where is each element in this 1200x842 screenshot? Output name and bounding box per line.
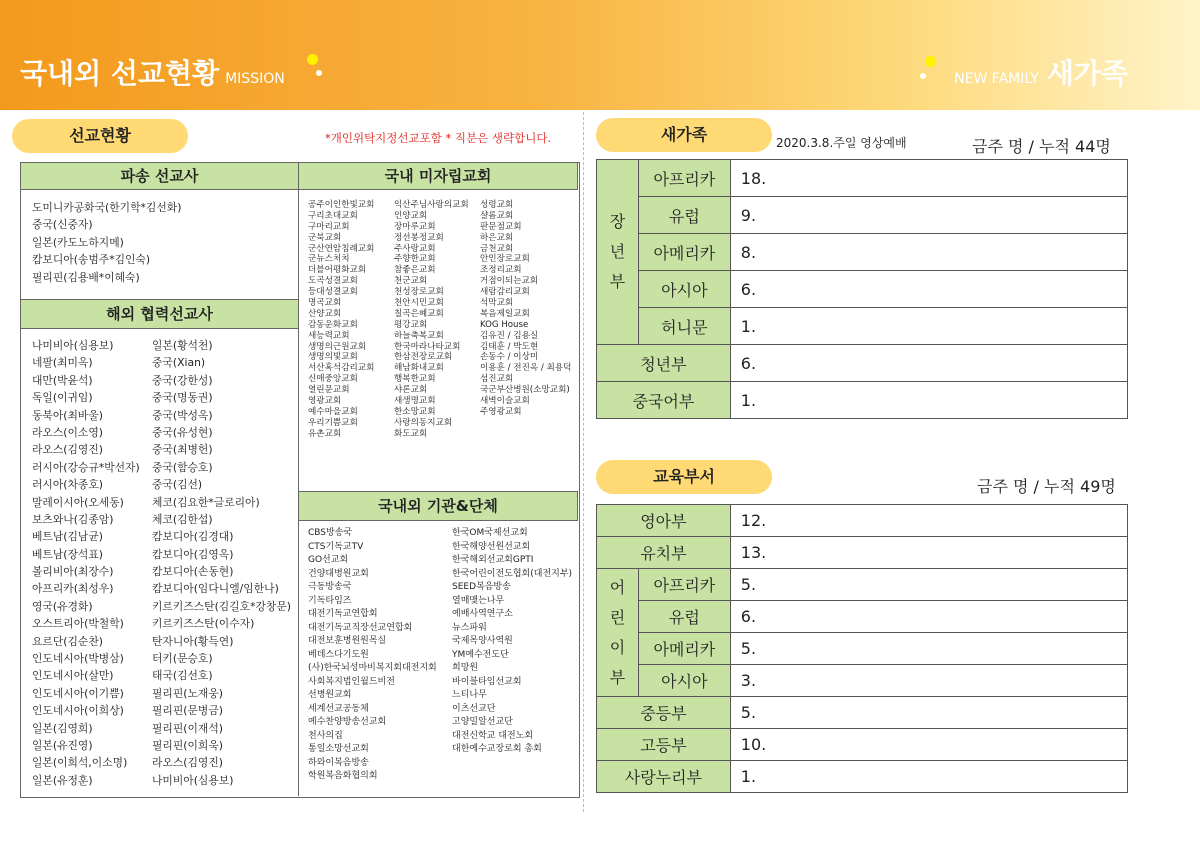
count-value: 1. — [730, 308, 1127, 345]
domestic-church-item: 생명의빛교회 — [308, 352, 358, 363]
overseas-item: 대만(박윤석) — [32, 373, 93, 387]
overseas-item: 오스트리아(박철학) — [32, 617, 124, 631]
family-subtitle: NEW FAMILY — [954, 71, 1039, 87]
domestic-church-item: 명곡교회 — [308, 298, 342, 309]
domestic-church-item: 생명의근원교회 — [308, 341, 367, 352]
overseas-item: 캄보디아(김영옥) — [152, 547, 234, 561]
org-item: 사회복지법인월드비전 — [308, 676, 395, 687]
count-value: 13. — [730, 537, 1127, 569]
domestic-church-item: 거점이되는교회 — [480, 276, 539, 287]
domestic-church-item: 우리기쁨교회 — [308, 417, 358, 428]
family-row — [597, 308, 1128, 345]
domestic-church-item: 성령교회 — [480, 200, 514, 210]
mission-banner-title — [20, 52, 285, 92]
domestic-church-item: 서산혹석감리교회 — [308, 363, 375, 374]
overseas-item: 중국(명동권) — [152, 391, 213, 405]
overseas-item: 나미비아(심용보) — [32, 339, 114, 352]
edu-row — [597, 601, 1128, 633]
count-value: 6. — [730, 271, 1127, 308]
region-label: 아프리카 — [638, 569, 730, 601]
orgs-list-col1 — [308, 527, 437, 784]
count-value: 3. — [730, 665, 1127, 697]
org-item: 한국해외선교회GPTI — [452, 555, 534, 565]
org-item: 국제목양사역원 — [452, 636, 513, 646]
overseas-item: 인도네시아(이기쁨) — [32, 686, 124, 700]
count-value: 12. — [730, 505, 1127, 537]
group-label-char: 장 — [609, 212, 626, 231]
family-summary: 금주 명 / 누적 44명 — [972, 137, 1111, 156]
overseas-item: 태국(김선호) — [152, 669, 213, 683]
overseas-item: 인도네시아(살만) — [32, 669, 114, 683]
org-item: 기독타임즈 — [308, 595, 352, 606]
domestic-church-item: 군산연암침례교회 — [308, 243, 375, 254]
edu-row — [597, 665, 1128, 697]
domestic-header: 국내 미자립교회 — [298, 162, 578, 190]
group-label — [597, 160, 639, 345]
domestic-church-item: 복음제일교회 — [480, 308, 530, 319]
domestic-church-item: 새벽이슬교회 — [480, 396, 530, 407]
org-item: CBS방송국 — [308, 528, 353, 538]
region-label: 아시아 — [638, 665, 730, 697]
domestic-church-item: 군뉴스처치 — [308, 254, 350, 265]
overseas-item: 일본(이희석,이소명) — [32, 756, 128, 770]
overseas-item: 베트남(장석표) — [32, 547, 104, 561]
overseas-item: 중국(유성현) — [152, 425, 213, 439]
overseas-item: 필리핀(노재웅) — [152, 686, 224, 700]
overseas-item: 동북아(최바울) — [32, 408, 104, 422]
overseas-item: 일본(김영희) — [32, 721, 93, 735]
region-label: 아시아 — [638, 271, 730, 308]
overseas-item: 탄자니아(황득연) — [152, 634, 234, 648]
overseas-item: 중국(박성옥) — [152, 408, 213, 422]
count-value: 8. — [730, 234, 1127, 271]
domestic-church-item: 김태훈 / 박도현 — [480, 341, 539, 352]
orgs-list-col2 — [452, 527, 572, 757]
overseas-item: 라오스(이소영) — [32, 425, 104, 439]
edu-row — [597, 729, 1128, 761]
dispatched-item: 일본(카도노하지메) — [32, 235, 124, 249]
family-title-text: 새가족 — [1046, 57, 1128, 90]
region-label: 허니문 — [638, 308, 730, 345]
domestic-church-item: 주향한교회 — [394, 254, 436, 265]
department-label: 유치부 — [597, 537, 731, 569]
overseas-item: 요르단(김순찬) — [32, 634, 104, 648]
overseas-item: 중국(함승호) — [152, 460, 213, 474]
count-value: 5. — [730, 633, 1127, 665]
domestic-church-item: 참좋은교회 — [394, 265, 436, 276]
domestic-church-item: 새능력교회 — [308, 330, 350, 341]
family-date: 2020.3.8.주일 영상예배 — [776, 136, 907, 150]
domestic-church-item: 도곡성결교회 — [308, 276, 358, 287]
overseas-list-col2 — [152, 337, 291, 789]
domestic-church-item: 주영광교회 — [480, 406, 522, 417]
domestic-church-item: 한국마라나타교회 — [394, 341, 461, 352]
org-item: 희망원 — [452, 663, 479, 673]
domestic-church-item: 주사랑교회 — [394, 243, 436, 254]
family-row — [597, 382, 1128, 419]
overseas-item: 체코(김요한*글로리아) — [152, 495, 260, 509]
department-label: 청년부 — [597, 345, 731, 382]
domestic-church-item: 예수마을교회 — [308, 406, 358, 417]
org-item: 대전신학교 대전노회 — [452, 730, 534, 741]
domestic-church-item: 구리초대교회 — [308, 210, 358, 221]
domestic-church-item: 판문점교회 — [480, 221, 522, 232]
overseas-item: 캄보디아(임다니엘/임한나) — [152, 582, 279, 596]
dispatched-item: 도미니카공화국(한기학*김선화) — [32, 201, 182, 214]
overseas-item: 네팔(최미옥) — [32, 356, 93, 370]
org-item: 한국해양선원선교회 — [452, 541, 531, 552]
overseas-item: 중국(Xian) — [152, 356, 206, 370]
domestic-church-item: 이용훈 / 전진옥 / 최용덕 — [480, 363, 572, 374]
domestic-church-item: 하늘축복교회 — [394, 330, 444, 341]
region-label: 유럽 — [638, 601, 730, 633]
group-label-char: 부 — [609, 667, 626, 687]
mission-subtitle: MISSION — [225, 71, 285, 87]
overseas-item: 체코(김한섭) — [152, 512, 213, 526]
edu-row — [597, 761, 1128, 793]
overseas-item: 베트남(김남균) — [32, 530, 104, 544]
org-item: 고양밀알선교단 — [452, 717, 513, 727]
orgs-header: 국내외 기관&단체 — [298, 491, 578, 521]
overseas-item: 중국(강한성) — [152, 373, 213, 387]
group-label-char: 이 — [609, 637, 626, 657]
overseas-item: 필리핀(이희욱) — [152, 738, 224, 752]
domestic-church-item: 열린문교회 — [308, 385, 350, 396]
overseas-item: 인도네시아(이희상) — [32, 704, 124, 718]
overseas-item: 독일(이귀임) — [32, 391, 93, 405]
count-value: 1. — [730, 761, 1127, 793]
domestic-church-item: 김유진 / 김용실 — [480, 330, 539, 341]
department-label: 영아부 — [597, 505, 731, 537]
org-item: 한국OM국제선교회 — [452, 528, 528, 538]
domestic-church-item: 천군교회 — [394, 276, 428, 287]
domestic-church-item: 감동운화교회 — [308, 319, 358, 330]
family-row — [597, 160, 1128, 197]
family-pill: 새가족 — [596, 118, 772, 152]
domestic-church-item: 한소망교회 — [394, 406, 436, 417]
domestic-church-item: 섬진교회 — [480, 374, 514, 385]
org-item: 하와이복음방송 — [308, 757, 369, 768]
mission-title-text: 국내외 선교현황 — [20, 57, 220, 90]
org-item: CTS기독교TV — [308, 541, 364, 552]
org-item: YM예수전도단 — [452, 649, 509, 660]
domestic-church-item: 화도교회 — [394, 428, 428, 439]
org-item: 예수찬양방송선교회 — [308, 717, 387, 727]
org-item: 느티나무 — [452, 690, 487, 700]
dispatched-item: 캄보디아(송범주*김인숙) — [32, 253, 151, 267]
org-item: 뉴스파워 — [452, 622, 487, 633]
mission-column-divider — [298, 162, 299, 796]
department-label: 사랑누리부 — [597, 761, 731, 793]
domestic-list-col3 — [480, 200, 571, 418]
org-item: 세계선교공동체 — [308, 703, 369, 714]
org-item: 한국어린이전도협회(대전지부) — [452, 568, 573, 579]
edu-row — [597, 569, 1128, 601]
mission-note: *개인위탁지정선교포함 * 직분은 생략합니다. — [325, 131, 552, 145]
domestic-church-item: 군북교회 — [308, 232, 342, 243]
domestic-church-item: 해남화내교회 — [394, 363, 444, 374]
org-item: 극동방송국 — [308, 582, 352, 592]
family-banner-title — [948, 52, 1128, 92]
count-value: 5. — [730, 697, 1127, 729]
org-item: 대전기독교직장선교연합회 — [308, 622, 413, 633]
overseas-item: 터키(문승호) — [152, 652, 213, 666]
family-row — [597, 345, 1128, 382]
dispatched-header: 파송 선교사 — [20, 162, 299, 190]
count-value: 6. — [730, 601, 1127, 633]
domestic-church-item: 새람감리교회 — [480, 287, 530, 298]
domestic-church-item: 손동수 / 이상미 — [480, 352, 539, 363]
overseas-item: 말레이시아(오세동) — [32, 495, 124, 509]
domestic-church-item: 영광교회 — [308, 396, 342, 407]
edu-pill: 교육부서 — [596, 460, 772, 494]
department-label: 중국어부 — [597, 382, 731, 419]
org-item: 예배사역연구소 — [452, 609, 513, 619]
family-table — [596, 159, 1128, 419]
department-label: 중등부 — [597, 697, 731, 729]
domestic-church-item: 천성장로교회 — [394, 287, 444, 298]
region-label: 유럽 — [638, 197, 730, 234]
overseas-item: 볼리비아(최장수) — [32, 565, 114, 579]
count-value: 1. — [730, 382, 1127, 419]
overseas-item: 일본(유정훈) — [32, 773, 93, 787]
overseas-item: 보츠와나(김종암) — [32, 512, 114, 526]
edu-row — [597, 505, 1128, 537]
domestic-church-item: 한삼전장로교회 — [394, 352, 453, 363]
edu-row — [597, 537, 1128, 569]
count-value: 9. — [730, 197, 1127, 234]
overseas-item: 나미비아(심용보) — [152, 773, 234, 787]
count-value: 10. — [730, 729, 1127, 761]
yellow-dot-icon — [307, 54, 318, 65]
domestic-church-item: 안인장로교회 — [480, 254, 530, 265]
org-item: 선병원교회 — [308, 690, 352, 700]
org-item: GO선교회 — [308, 555, 349, 565]
domestic-church-item: 신매중앙교회 — [308, 374, 358, 385]
count-value: 18. — [730, 160, 1127, 197]
domestic-church-item: KOG House — [480, 319, 529, 330]
mission-pill: 선교현황 — [12, 119, 188, 153]
overseas-item: 중국(김선) — [152, 478, 203, 492]
overseas-list-col1 — [32, 337, 140, 789]
domestic-church-item: 더블어평화교회 — [308, 265, 367, 276]
region-label: 아프리카 — [638, 160, 730, 197]
domestic-church-item: 석막교회 — [480, 298, 514, 309]
org-item: (사)한국뇌성마비복지회대전지회 — [308, 663, 437, 673]
org-item: 건양대병원교회 — [308, 568, 369, 579]
domestic-church-item: 유촌교회 — [308, 428, 342, 439]
overseas-item: 일본(황석천) — [152, 339, 213, 352]
overseas-item: 캄보디아(손동현) — [152, 565, 234, 579]
group-label-char: 어 — [609, 577, 626, 597]
edu-table — [596, 504, 1128, 793]
domestic-church-item: 샬롬교회 — [480, 210, 514, 221]
domestic-church-item: 공주이인한빛교회 — [308, 200, 375, 210]
overseas-item: 중국(최병헌) — [152, 443, 213, 457]
domestic-list-col1 — [308, 200, 374, 440]
yellow-dot-icon — [925, 56, 936, 67]
department-label: 고등부 — [597, 729, 731, 761]
overseas-item: 러시아(차종호) — [32, 478, 104, 492]
org-item: 대한예수교장로회 총회 — [452, 744, 542, 754]
domestic-church-item: 익산주님사랑의교회 — [394, 200, 469, 210]
org-item: 학원복음화협의회 — [308, 771, 378, 781]
dispatched-list — [32, 199, 181, 286]
family-row — [597, 271, 1128, 308]
domestic-list-col2 — [394, 200, 469, 440]
family-row — [597, 197, 1128, 234]
overseas-item: 일본(유진영) — [32, 738, 93, 752]
overseas-item: 인도네시아(박병삼) — [32, 652, 124, 666]
domestic-church-item: 금천교회 — [480, 243, 514, 254]
overseas-item: 키르키즈스탄(김길호*강창문) — [152, 599, 291, 613]
overseas-item: 영국(유경화) — [32, 599, 93, 613]
domestic-church-item: 장마루교회 — [394, 221, 436, 232]
domestic-church-item: 조정리교회 — [480, 265, 522, 276]
overseas-header: 해외 협력선교사 — [20, 299, 299, 329]
org-item: 이츠선교단 — [452, 703, 496, 714]
overseas-item: 러시아(강승규*박선자) — [32, 460, 140, 474]
dispatched-item: 필리핀(김용배*이혜숙) — [32, 270, 140, 284]
domestic-church-item: 산양교회 — [308, 308, 342, 319]
domestic-church-item: 구마리교회 — [308, 221, 350, 232]
domestic-church-item: 인양교회 — [394, 210, 428, 221]
group-label-char: 린 — [609, 607, 626, 627]
domestic-church-item: 국군부산병원(소망교회) — [480, 385, 570, 396]
overseas-item: 캄보디아(김경대) — [152, 530, 234, 544]
white-dot-icon — [316, 70, 322, 76]
domestic-church-item: 정선봉정교회 — [394, 232, 444, 243]
count-value: 6. — [730, 345, 1127, 382]
white-dot-icon — [920, 73, 926, 79]
overseas-item: 필리핀(문병금) — [152, 704, 224, 718]
domestic-church-item: 샤론교회 — [394, 385, 428, 396]
domestic-church-item: 새생명교회 — [394, 396, 436, 407]
domestic-church-item: 천안시민교회 — [394, 298, 444, 309]
domestic-church-item: 사랑의동지교회 — [394, 417, 453, 428]
count-value: 5. — [730, 569, 1127, 601]
overseas-item: 라오스(김영진) — [152, 756, 224, 770]
overseas-item: 라오스(김영진) — [32, 443, 104, 457]
overseas-item: 필리핀(이재석) — [152, 721, 224, 735]
edu-row — [597, 633, 1128, 665]
org-item: 대전기독교연합회 — [308, 609, 378, 619]
group-label — [597, 569, 639, 697]
org-item: 통일소망선교회 — [308, 744, 369, 754]
dispatched-item: 중국(신중자) — [32, 218, 93, 232]
org-item: 대전보훈병원원목실 — [308, 636, 387, 646]
domestic-church-item: 평강교회 — [394, 319, 428, 330]
overseas-item: 키르키즈스탄(이수자) — [152, 617, 255, 631]
group-label-char: 년 — [609, 242, 626, 261]
org-item: 베데스다기도원 — [308, 649, 369, 660]
domestic-church-item: 행복한교회 — [394, 374, 436, 385]
domestic-church-item: 하은교회 — [480, 232, 514, 243]
family-row — [597, 234, 1128, 271]
org-item: 천사의집 — [308, 730, 343, 741]
region-label: 아메리카 — [638, 234, 730, 271]
org-item: 바이블타임선교회 — [452, 676, 522, 687]
domestic-church-item: 등대성결교회 — [308, 287, 358, 298]
page-divider — [583, 112, 584, 812]
org-item: 열매맺는나무 — [452, 595, 505, 606]
org-item: SEED복음방송 — [452, 582, 511, 592]
edu-row — [597, 697, 1128, 729]
edu-summary: 금주 명 / 누적 49명 — [977, 477, 1116, 496]
overseas-item: 아프리카(최성우) — [32, 582, 114, 596]
domestic-church-item: 칠곡은혜교회 — [394, 308, 444, 319]
region-label: 아메리카 — [638, 633, 730, 665]
group-label-char: 부 — [609, 272, 626, 291]
